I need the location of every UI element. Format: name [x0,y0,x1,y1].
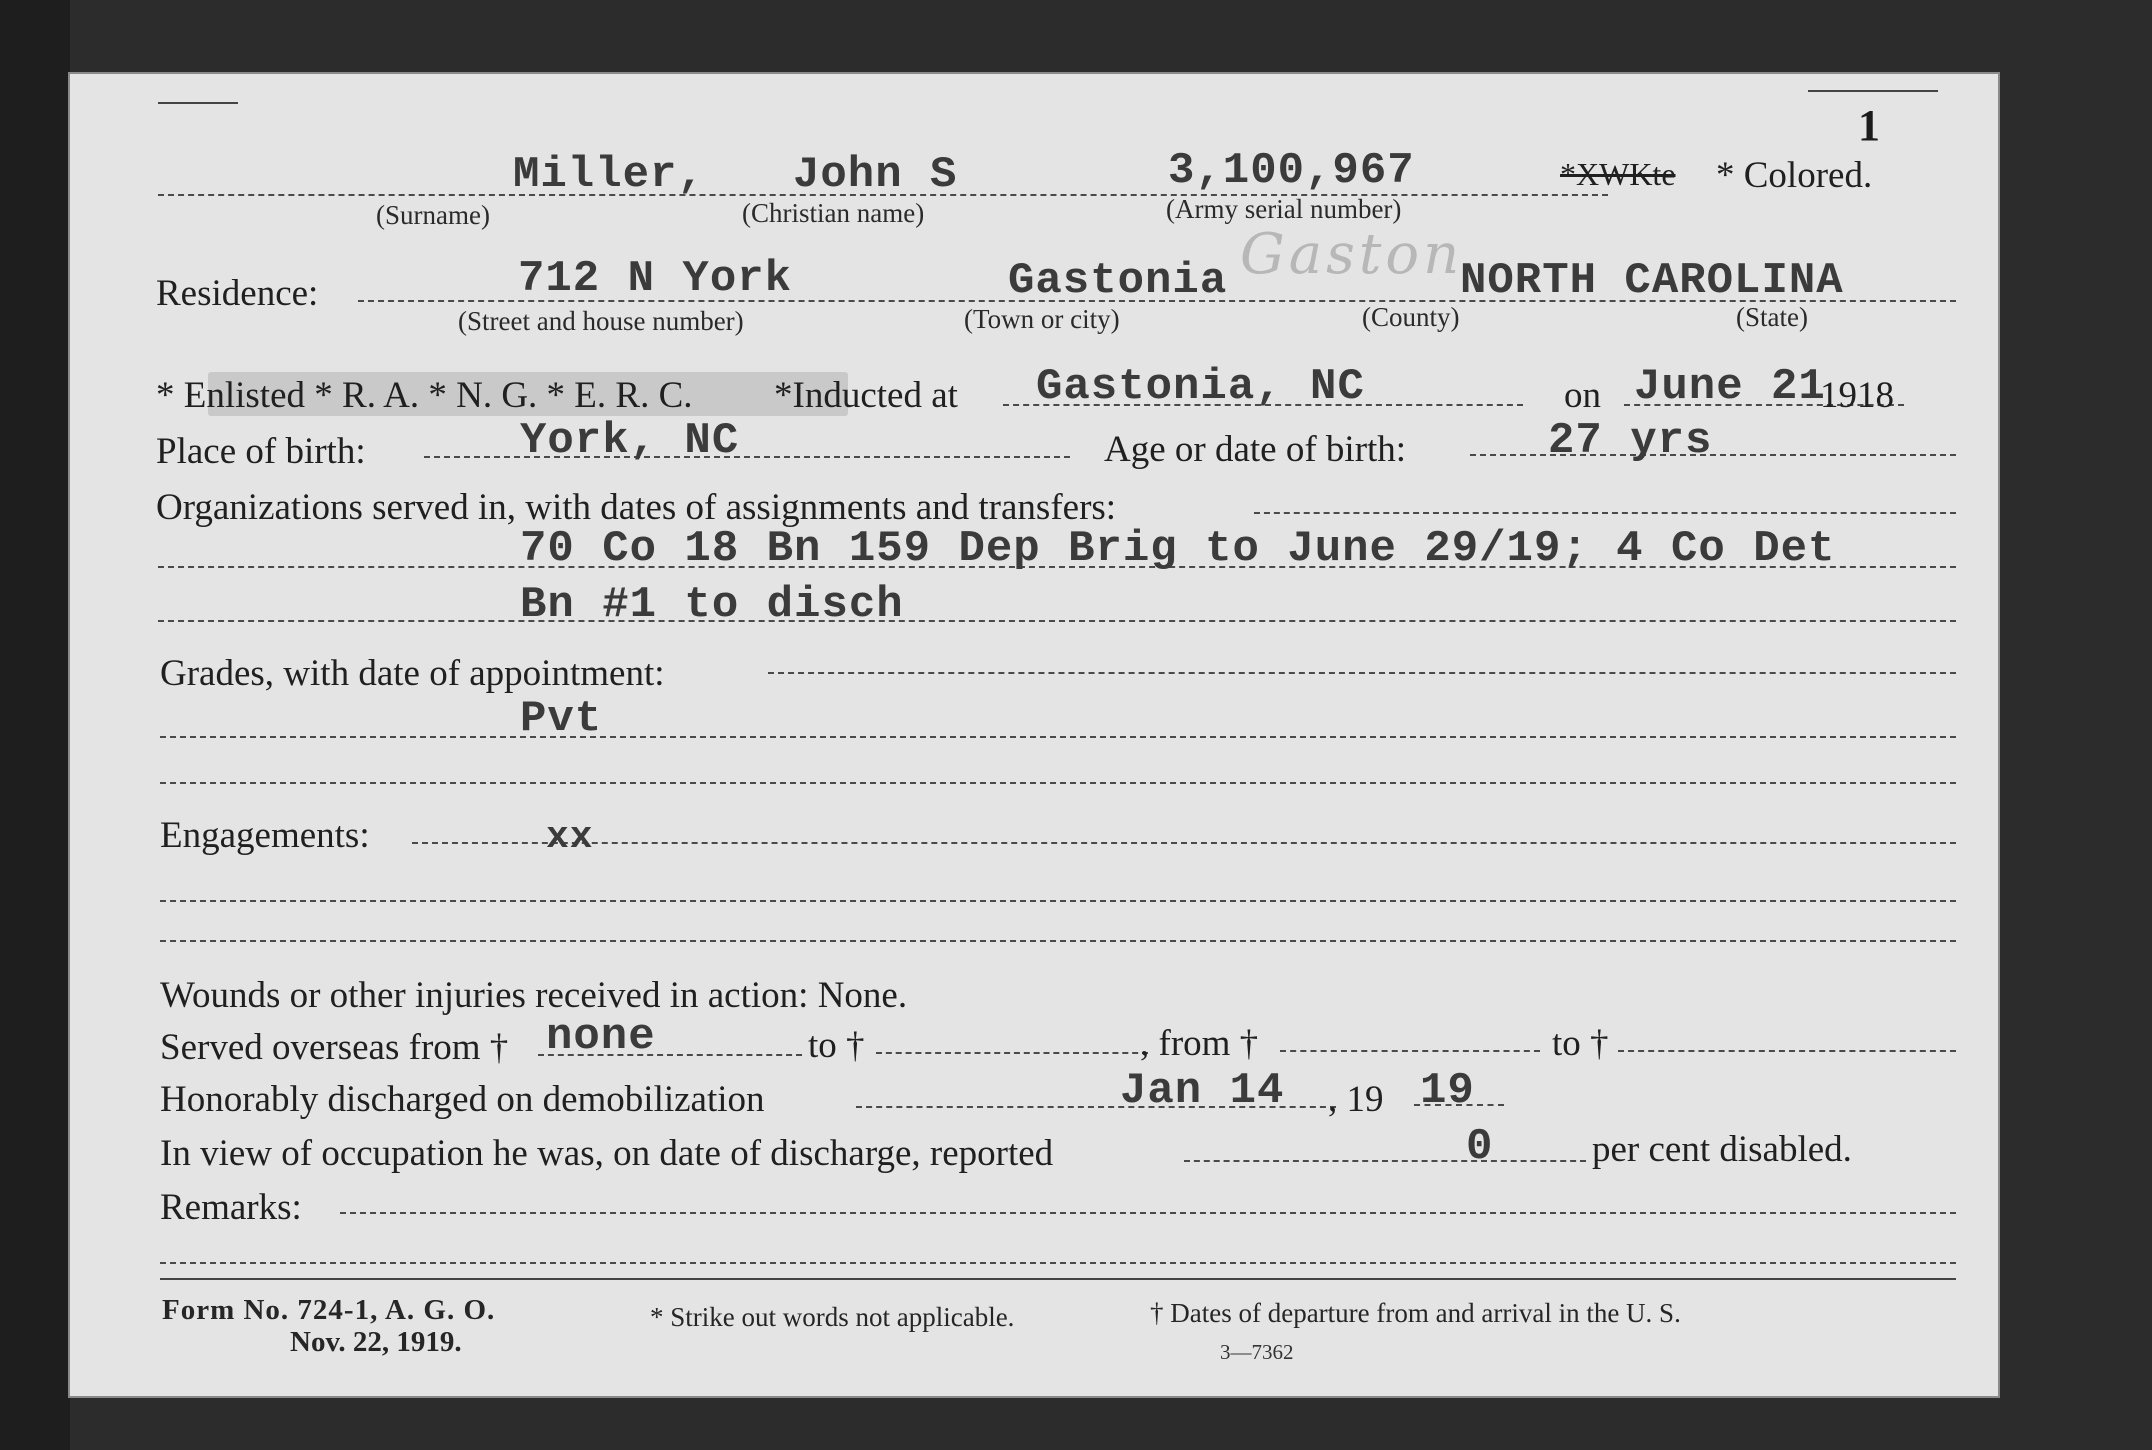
organizations-label: Organizations served in, with dates of assignments and transfers: [156,487,1117,528]
disability-suffix: per cent disabled. [1592,1129,1852,1170]
caption-state: (State) [1736,302,1808,332]
disability-value: 0 [1466,1122,1494,1172]
age-label: Age or date of birth: [1104,429,1407,470]
overseas-to-label: to † [808,1025,865,1066]
residence-state: NORTH CAROLINA [1460,256,1844,306]
corner-rule-left [158,102,238,104]
caption-county: (County) [1362,302,1460,332]
scanner-background [0,0,70,1450]
race-colored: * Colored. [1716,155,1873,196]
engagements-label: Engagements: [160,815,370,856]
remarks-line-1 [340,1212,1956,1214]
residence-street: 712 N York [518,254,793,304]
residence-label: Residence: [156,273,319,314]
overseas-from2-line [1280,1050,1540,1052]
serial-number-value: 3,100,967 [1168,146,1415,196]
service-record-card [68,72,2000,1398]
enlisted-options: * Enlisted * R. A. * N. G. * E. R. C. [156,375,693,416]
engagements-line-3 [160,940,1956,942]
inducted-date: June 21 [1634,362,1826,412]
organizations-entry-1: 70 Co 18 Bn 159 Dep Brig to June 29/19; 4 Co Det [520,524,1836,574]
corner-rule-right [1808,90,1938,92]
overseas-from2-label: , from † [1140,1023,1259,1064]
grades-line-2 [160,782,1956,784]
grades-line-1 [160,736,1956,738]
grades-value: Pvt [520,694,603,744]
overseas-from-value: none [546,1012,656,1062]
engagements-line-1 [412,842,1956,844]
overseas-to2-label: to † [1552,1023,1609,1064]
overseas-to-line [876,1052,1148,1054]
age-line [1470,454,1956,456]
residence-town: Gastonia [1008,256,1228,306]
inducted-label: *Inducted at [774,375,958,416]
organizations-line-2 [158,620,1956,622]
engagements-value: xx [546,816,594,859]
remarks-label: Remarks: [160,1187,302,1228]
discharge-year-prefix: , 19 [1328,1079,1384,1120]
organizations-label-line [1254,512,1956,514]
wounds-text: Wounds or other injuries received in action: None. [160,975,908,1016]
form-number: Form No. 724-1, A. G. O. [162,1294,496,1326]
organizations-entry-2: Bn #1 to disch [520,580,904,630]
disability-label: In view of occupation he was, on date of discharge, reported [160,1133,1054,1174]
caption-street: (Street and house number) [458,306,744,336]
overseas-to2-line [1618,1050,1956,1052]
caption-town: (Town or city) [964,304,1120,334]
footer-rule [160,1278,1956,1280]
christian-name-value: John S [793,150,958,200]
county-pencil-note: Gaston [1240,222,1464,287]
caption-christian-name: (Christian name) [742,198,925,228]
surname-value: Miller, [513,150,705,200]
inducted-place: Gastonia, NC [1036,362,1365,412]
age-value: 27 yrs [1548,416,1713,466]
strike-note: * Strike out words not applicable. [650,1302,1015,1332]
print-code: 3—7362 [1220,1340,1294,1364]
inducted-year: 1918 [1820,375,1894,416]
discharge-year: 19 [1420,1066,1475,1116]
remarks-line-2 [160,1262,1956,1264]
race-struck: *XWKte [1560,156,1676,192]
discharge-label: Honorably discharged on demobilization [160,1079,765,1120]
disability-line [1184,1160,1586,1162]
corner-number: 1 [1858,101,1880,150]
overseas-label: Served overseas from † [160,1027,509,1068]
grades-label-line [768,672,1956,674]
form-date: Nov. 22, 1919. [290,1326,462,1358]
grades-label: Grades, with date of appointment: [160,653,665,694]
dates-note: † Dates of departure from and arrival in the U. S. [1150,1298,1681,1328]
discharge-date: Jan 14 [1120,1066,1285,1116]
engagements-line-2 [160,900,1956,902]
caption-serial-number: (Army serial number) [1166,194,1402,224]
caption-surname: (Surname) [376,200,490,230]
birth-place-value: York, NC [520,416,740,466]
inducted-on-label: on [1564,375,1601,416]
birth-place-label: Place of birth: [156,431,366,472]
